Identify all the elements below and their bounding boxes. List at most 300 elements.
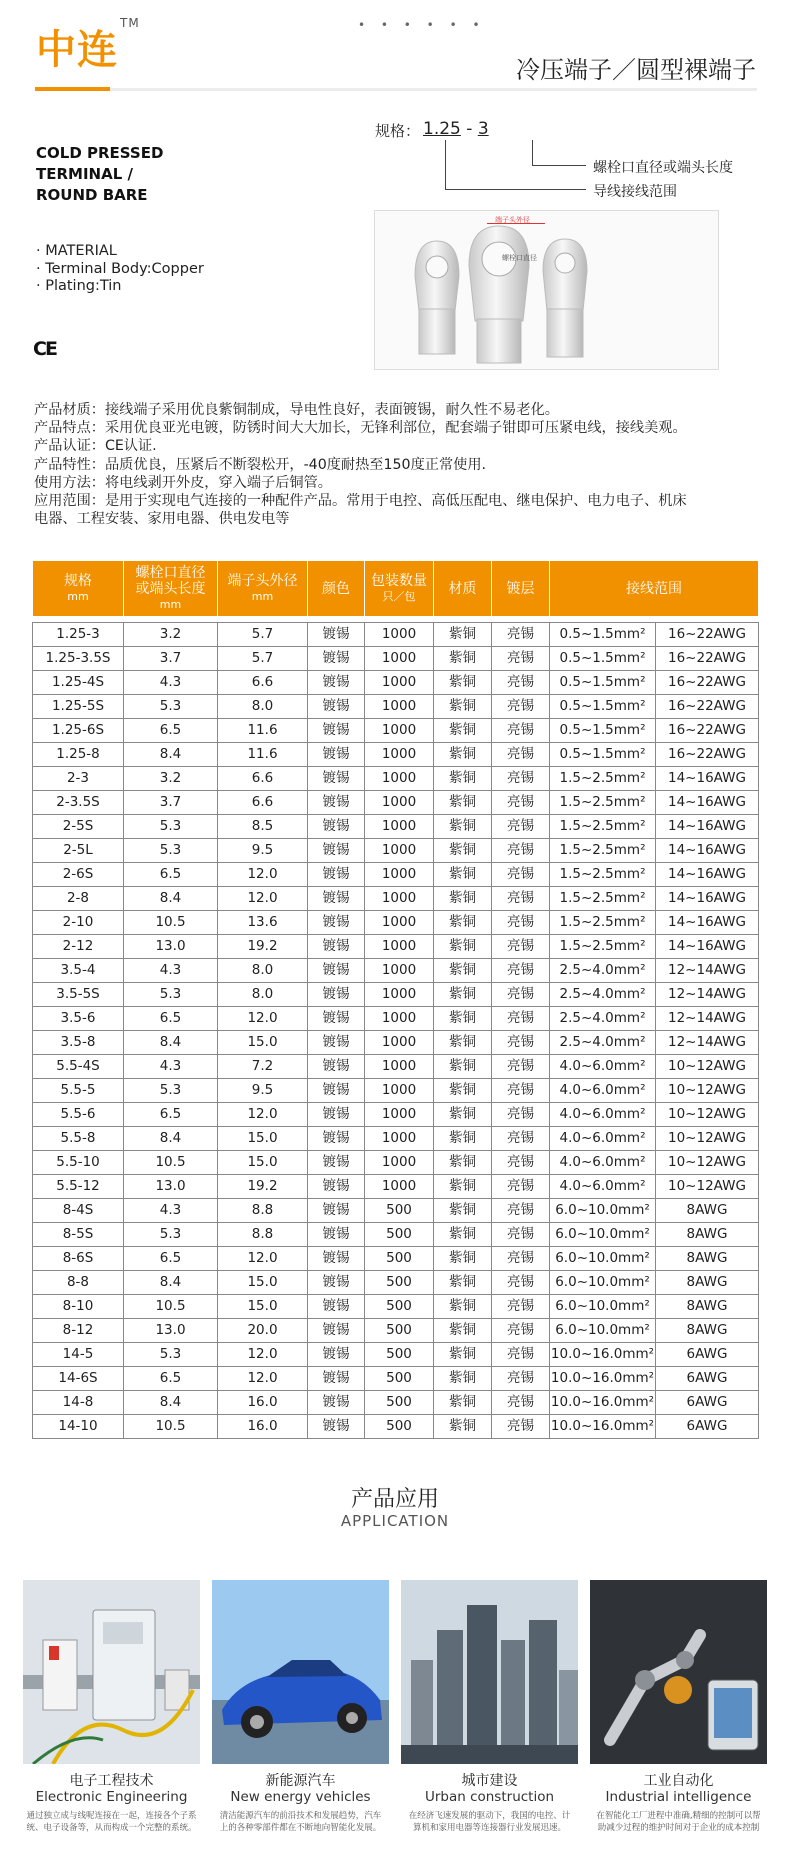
- table-cell: 紫铜: [434, 1415, 492, 1439]
- table-cell: 亮锡: [492, 743, 550, 767]
- table-cell: 紫铜: [434, 1247, 492, 1271]
- table-cell: 8.8: [218, 1199, 308, 1223]
- table-cell: 紫铜: [434, 1343, 492, 1367]
- table-cell: 2-5S: [33, 815, 124, 839]
- terminal-medium: [543, 239, 587, 357]
- table-cell: 8.0: [218, 959, 308, 983]
- table-cell: 10.5: [124, 1295, 218, 1319]
- table-cell: 8-4S: [33, 1199, 124, 1223]
- table-cell: 2.5~4.0mm²: [550, 1031, 656, 1055]
- table-cell: 14-8: [33, 1391, 124, 1415]
- table-cell: 10.0~16.0mm²: [550, 1367, 656, 1391]
- table-cell: 20.0: [218, 1319, 308, 1343]
- table-cell: 10.0~16.0mm²: [550, 1391, 656, 1415]
- table-cell: 1.25-3.5S: [33, 647, 124, 671]
- table-cell: 亮锡: [492, 935, 550, 959]
- table-cell: 紫铜: [434, 695, 492, 719]
- table-cell: 镀锡: [308, 719, 365, 743]
- table-row: [33, 791, 759, 815]
- table-cell: 镀锡: [308, 1127, 365, 1151]
- table-cell: 8.8: [218, 1223, 308, 1247]
- app-image-vehicles: [212, 1580, 389, 1764]
- spec-code-dash: -: [466, 119, 473, 139]
- desc-line: 应用范围：是用于实现电气连接的一种配件产品。常用于电控、高低压配电、继电保护、电力电子、机床: [34, 493, 687, 510]
- table-cell: 亮锡: [492, 815, 550, 839]
- table-cell: 紫铜: [434, 911, 492, 935]
- hole-label: 螺栓口直径: [502, 254, 537, 262]
- spec-code-a: 1.25: [423, 119, 461, 139]
- table-header-cell: [492, 561, 550, 617]
- table-row: [33, 1367, 759, 1391]
- table-row: [33, 1343, 759, 1367]
- header-line: 颜色: [322, 580, 350, 597]
- application-subtitle: APPLICATION: [340, 1512, 450, 1530]
- app-label-vehicles: 新能源汽车: [265, 1773, 336, 1789]
- table-cell: 4.0~6.0mm²: [550, 1055, 656, 1079]
- table-cell: 19.2: [218, 1175, 308, 1199]
- table-cell: 亮锡: [492, 1319, 550, 1343]
- table-cell: 12.0: [218, 1007, 308, 1031]
- table-cell: 10~12AWG: [656, 1055, 759, 1079]
- table-cell: 12~14AWG: [656, 983, 759, 1007]
- table-cell: 8.4: [124, 1127, 218, 1151]
- table-cell: 0.5~1.5mm²: [550, 695, 656, 719]
- table-cell: 1.25-4S: [33, 671, 124, 695]
- table-cell: 8.0: [218, 983, 308, 1007]
- leader-a-horizontal: [445, 189, 586, 190]
- table-cell: 1000: [365, 647, 434, 671]
- table-row: [33, 1031, 759, 1055]
- table-cell: 紫铜: [434, 959, 492, 983]
- header-line: 只／包: [382, 589, 416, 603]
- top-dots: • • • • • •: [358, 18, 486, 32]
- table-cell: 8AWG: [656, 1199, 759, 1223]
- header-divider: [35, 88, 757, 91]
- app-image-electronic: [23, 1580, 200, 1764]
- table-cell: 10.0~16.0mm²: [550, 1415, 656, 1439]
- table-cell: 紫铜: [434, 1175, 492, 1199]
- app-label-industrial-en: Industrial intelligence: [605, 1789, 752, 1805]
- app-desc-vehicles: [212, 1810, 389, 1834]
- english-title-line: ROUND BARE: [36, 186, 148, 204]
- table-cell: 1.5~2.5mm²: [550, 815, 656, 839]
- table-cell: 5.3: [124, 815, 218, 839]
- table-cell: 紫铜: [434, 1295, 492, 1319]
- desc-line: 产品特点：采用优良亚光电镀，防锈时间大大加长，无锋利部位，配套端子钳即可压紧电线，接线美观。: [34, 420, 687, 437]
- table-cell: 紫铜: [434, 935, 492, 959]
- table-cell: 16~22AWG: [656, 671, 759, 695]
- terminal-large: [469, 226, 529, 363]
- table-cell: 14~16AWG: [656, 767, 759, 791]
- table-cell: 6AWG: [656, 1391, 759, 1415]
- table-cell: 16~22AWG: [656, 647, 759, 671]
- table-cell: 亮锡: [492, 1271, 550, 1295]
- table-cell: 镀锡: [308, 911, 365, 935]
- table-cell: 8.5: [218, 815, 308, 839]
- table-cell: 镀锡: [308, 1175, 365, 1199]
- table-cell: 0.5~1.5mm²: [550, 671, 656, 695]
- table-cell: 1000: [365, 1151, 434, 1175]
- table-cell: 亮锡: [492, 911, 550, 935]
- table-cell: 8AWG: [656, 1247, 759, 1271]
- table-cell: 0.5~1.5mm²: [550, 623, 656, 647]
- table-cell: 亮锡: [492, 695, 550, 719]
- table-cell: 镀锡: [308, 1007, 365, 1031]
- table-cell: 8.4: [124, 1391, 218, 1415]
- table-cell: 6.5: [124, 1247, 218, 1271]
- table-cell: 1000: [365, 1175, 434, 1199]
- table-cell: 1.5~2.5mm²: [550, 935, 656, 959]
- table-cell: 10.5: [124, 911, 218, 935]
- table-cell: 8-10: [33, 1295, 124, 1319]
- application-title: 产品应用: [350, 1487, 439, 1512]
- table-cell: 紫铜: [434, 1103, 492, 1127]
- header-line: 端子头外径: [227, 572, 298, 589]
- table-header-cell: [550, 561, 759, 617]
- table-cell: 亮锡: [492, 671, 550, 695]
- table-cell: 16.0: [218, 1415, 308, 1439]
- terminal-illustration: [375, 211, 720, 371]
- table-cell: 10.5: [124, 1151, 218, 1175]
- table-cell: 紫铜: [434, 1127, 492, 1151]
- table-row: [33, 1151, 759, 1175]
- table-row: [33, 1079, 759, 1103]
- table-cell: 500: [365, 1199, 434, 1223]
- table-cell: 亮锡: [492, 767, 550, 791]
- table-cell: 镀锡: [308, 1415, 365, 1439]
- table-cell: 镀锡: [308, 1151, 365, 1175]
- table-cell: 镀锡: [308, 1271, 365, 1295]
- app-image-urban: [401, 1580, 578, 1764]
- app-label-industrial: 工业自动化: [643, 1773, 714, 1789]
- leader-b-vertical: [532, 140, 533, 166]
- table-cell: 14-10: [33, 1415, 124, 1439]
- table-cell: 紫铜: [434, 1151, 492, 1175]
- table-cell: 500: [365, 1271, 434, 1295]
- table-cell: 5.5-6: [33, 1103, 124, 1127]
- table-cell: 5.7: [218, 647, 308, 671]
- table-cell: 1000: [365, 743, 434, 767]
- header-line: 或端头长度: [135, 580, 206, 597]
- material-item: · Plating:Tin: [36, 278, 204, 296]
- note-wire-range: 导线接线范围: [593, 184, 677, 200]
- table-cell: 8AWG: [656, 1295, 759, 1319]
- table-cell: 11.6: [218, 743, 308, 767]
- table-cell: 6.6: [218, 671, 308, 695]
- table-cell: 镀锡: [308, 887, 365, 911]
- table-row: [33, 1199, 759, 1223]
- table-cell: 6.6: [218, 767, 308, 791]
- table-cell: 镀锡: [308, 839, 365, 863]
- table-row: [33, 695, 759, 719]
- table-cell: 5.7: [218, 623, 308, 647]
- table-row: [33, 911, 759, 935]
- table-cell: 亮锡: [492, 887, 550, 911]
- table-cell: 500: [365, 1391, 434, 1415]
- app-desc-line: 通过独立成与线呢连接在一起，连接各个子系: [26, 1811, 197, 1821]
- table-cell: 15.0: [218, 1271, 308, 1295]
- table-cell: 3.5-4: [33, 959, 124, 983]
- table-cell: 500: [365, 1415, 434, 1439]
- table-cell: 紫铜: [434, 1031, 492, 1055]
- table-cell: 1000: [365, 863, 434, 887]
- table-row: [33, 1391, 759, 1415]
- table-header-row: [33, 561, 759, 617]
- table-cell: 1000: [365, 695, 434, 719]
- table-cell: 紫铜: [434, 1079, 492, 1103]
- table-cell: 1000: [365, 911, 434, 935]
- table-cell: 6.5: [124, 1007, 218, 1031]
- spec-label: 规格：: [375, 122, 421, 140]
- note-bolt-diameter: 螺栓口直径或端头长度: [593, 160, 733, 176]
- table-cell: 4.0~6.0mm²: [550, 1079, 656, 1103]
- table-cell: 15.0: [218, 1151, 308, 1175]
- desc-line: 产品特性：品质优良，压紧后不断裂松开，-40度耐热至150度正常使用.: [34, 456, 487, 473]
- table-cell: 5.5-8: [33, 1127, 124, 1151]
- table-cell: 紫铜: [434, 671, 492, 695]
- table-row: [33, 1415, 759, 1439]
- trademark: TM: [120, 15, 140, 30]
- table-cell: 12.0: [218, 1343, 308, 1367]
- table-cell: 镀锡: [308, 815, 365, 839]
- table-cell: 紫铜: [434, 1055, 492, 1079]
- dimension-label: 端子头外径: [495, 216, 530, 224]
- table-cell: 8.4: [124, 887, 218, 911]
- table-cell: 14~16AWG: [656, 887, 759, 911]
- table-cell: 16~22AWG: [656, 623, 759, 647]
- desc-line: 产品材质：接线端子采用优良紫铜制成，导电性良好，表面镀锡，耐久性不易老化。: [34, 402, 559, 418]
- table-cell: 3.7: [124, 791, 218, 815]
- table-cell: 500: [365, 1295, 434, 1319]
- table-cell: 8-12: [33, 1319, 124, 1343]
- table-cell: 12.0: [218, 887, 308, 911]
- app-label-electronic: 电子工程技术: [69, 1773, 154, 1789]
- table-cell: 镀锡: [308, 959, 365, 983]
- material-item: · MATERIAL: [36, 243, 204, 261]
- table-cell: 8.4: [124, 1271, 218, 1295]
- ce-mark: CE: [33, 338, 56, 360]
- table-row: [33, 959, 759, 983]
- table-row: [33, 623, 759, 647]
- table-cell: 镀锡: [308, 983, 365, 1007]
- table-cell: 8-5S: [33, 1223, 124, 1247]
- table-cell: 5.5-10: [33, 1151, 124, 1175]
- table-cell: 亮锡: [492, 839, 550, 863]
- table-cell: 7.2: [218, 1055, 308, 1079]
- header-line: mm: [67, 589, 89, 603]
- table-cell: 亮锡: [492, 1223, 550, 1247]
- table-cell: 8-6S: [33, 1247, 124, 1271]
- table-cell: 镀锡: [308, 863, 365, 887]
- header-line: 接线范围: [626, 580, 682, 597]
- table-cell: 1.5~2.5mm²: [550, 767, 656, 791]
- table-cell: 10~12AWG: [656, 1175, 759, 1199]
- table-cell: 亮锡: [492, 1295, 550, 1319]
- table-cell: 2.5~4.0mm²: [550, 1007, 656, 1031]
- table-cell: 13.0: [124, 1175, 218, 1199]
- table-cell: 亮锡: [492, 983, 550, 1007]
- table-cell: 镀锡: [308, 935, 365, 959]
- table-cell: 15.0: [218, 1127, 308, 1151]
- table-cell: 14~16AWG: [656, 911, 759, 935]
- spec-code: [423, 119, 489, 139]
- app-label-vehicles-en: New energy vehicles: [230, 1789, 371, 1805]
- table-row: [33, 863, 759, 887]
- table-cell: 5.3: [124, 839, 218, 863]
- table-cell: 1000: [365, 887, 434, 911]
- table-header-cell: [434, 561, 492, 617]
- table-cell: 13.6: [218, 911, 308, 935]
- table-cell: 14-5: [33, 1343, 124, 1367]
- table-cell: 4.3: [124, 959, 218, 983]
- table-cell: 紫铜: [434, 863, 492, 887]
- table-cell: 2-3: [33, 767, 124, 791]
- table-cell: 5.3: [124, 695, 218, 719]
- table-cell: 1.25-8: [33, 743, 124, 767]
- table-cell: 镀锡: [308, 1199, 365, 1223]
- table-cell: 12.0: [218, 1367, 308, 1391]
- table-cell: 9.5: [218, 839, 308, 863]
- app-desc-line: 算机和家用电器等连接器行业发展迅速。: [412, 1823, 566, 1833]
- table-cell: 紫铜: [434, 887, 492, 911]
- material-item: · Terminal Body:Copper: [36, 261, 204, 279]
- table-cell: 亮锡: [492, 1247, 550, 1271]
- table-row: [33, 935, 759, 959]
- robot-illustration: [590, 1580, 767, 1764]
- table-cell: 13.0: [124, 1319, 218, 1343]
- vehicle-illustration: [212, 1580, 389, 1764]
- table-cell: 亮锡: [492, 863, 550, 887]
- table-cell: 1.5~2.5mm²: [550, 887, 656, 911]
- table-cell: 6AWG: [656, 1367, 759, 1391]
- table-cell: 9.5: [218, 1079, 308, 1103]
- table-row: [33, 671, 759, 695]
- table-header-cell: [308, 561, 365, 617]
- table-cell: 镀锡: [308, 767, 365, 791]
- table-cell: 1000: [365, 623, 434, 647]
- header-line: 螺栓口直径: [135, 564, 206, 581]
- app-desc-line: 上的各种零部件都在不断地向智能化发展。: [219, 1823, 382, 1833]
- table-cell: 4.3: [124, 671, 218, 695]
- table-cell: 3.2: [124, 767, 218, 791]
- table-cell: 6.0~10.0mm²: [550, 1247, 656, 1271]
- table-cell: 镀锡: [308, 1055, 365, 1079]
- app-label-urban-en: Urban construction: [424, 1789, 555, 1805]
- table-cell: 镀锡: [308, 1079, 365, 1103]
- table-cell: 4.3: [124, 1199, 218, 1223]
- table-cell: 亮锡: [492, 1031, 550, 1055]
- table-cell: 2-5L: [33, 839, 124, 863]
- table-cell: 16~22AWG: [656, 743, 759, 767]
- table-cell: 0.5~1.5mm²: [550, 743, 656, 767]
- table-cell: 10~12AWG: [656, 1079, 759, 1103]
- table-row: [33, 1175, 759, 1199]
- table-cell: 镀锡: [308, 1343, 365, 1367]
- table-row: [33, 1295, 759, 1319]
- table-cell: 500: [365, 1367, 434, 1391]
- table-cell: 亮锡: [492, 1367, 550, 1391]
- city-illustration: [401, 1580, 578, 1764]
- table-cell: 6.0~10.0mm²: [550, 1271, 656, 1295]
- table-cell: 5.3: [124, 1079, 218, 1103]
- table-cell: 6.0~10.0mm²: [550, 1199, 656, 1223]
- table-cell: 紫铜: [434, 1271, 492, 1295]
- table-cell: 镀锡: [308, 1319, 365, 1343]
- table-row: [33, 887, 759, 911]
- table-cell: 亮锡: [492, 1391, 550, 1415]
- table-cell: 2-10: [33, 911, 124, 935]
- table-body: [33, 617, 759, 1439]
- table-cell: 6.0~10.0mm²: [550, 1295, 656, 1319]
- app-desc-line: 助减少过程的维护时间对于企业的成本控制: [597, 1823, 760, 1833]
- table-cell: 12~14AWG: [656, 1007, 759, 1031]
- table-cell: 紫铜: [434, 983, 492, 1007]
- table-cell: 0.5~1.5mm²: [550, 647, 656, 671]
- table-row: [33, 815, 759, 839]
- table-cell: 6AWG: [656, 1415, 759, 1439]
- table-cell: 10.5: [124, 1415, 218, 1439]
- app-label-urban: 城市建设: [461, 1773, 518, 1789]
- table-cell: 紫铜: [434, 1367, 492, 1391]
- table-cell: 紫铜: [434, 647, 492, 671]
- table-row: [33, 1103, 759, 1127]
- table-cell: 8AWG: [656, 1223, 759, 1247]
- table-cell: 10~12AWG: [656, 1127, 759, 1151]
- table-cell: 紫铜: [434, 791, 492, 815]
- table-header-cell: [124, 561, 218, 617]
- table-cell: 亮锡: [492, 1007, 550, 1031]
- table-cell: 2-6S: [33, 863, 124, 887]
- table-cell: 8.4: [124, 743, 218, 767]
- table-cell: 1000: [365, 791, 434, 815]
- table-cell: 0.5~1.5mm²: [550, 719, 656, 743]
- table-cell: 5.5-4S: [33, 1055, 124, 1079]
- table-row: [33, 1223, 759, 1247]
- table-row: [33, 983, 759, 1007]
- table-cell: 6.5: [124, 863, 218, 887]
- table-cell: 1000: [365, 1055, 434, 1079]
- table-row: [33, 719, 759, 743]
- table-cell: 镀锡: [308, 647, 365, 671]
- table-cell: 14~16AWG: [656, 863, 759, 887]
- table-cell: 10~12AWG: [656, 1151, 759, 1175]
- app-label-electronic-en: Electronic Engineering: [35, 1789, 188, 1805]
- table-row: [33, 839, 759, 863]
- table-cell: 12.0: [218, 1103, 308, 1127]
- electronic-illustration: [23, 1580, 200, 1764]
- table-cell: 8-8: [33, 1271, 124, 1295]
- leader-b-horizontal: [532, 165, 586, 166]
- table-cell: 亮锡: [492, 1055, 550, 1079]
- table-cell: 1000: [365, 1031, 434, 1055]
- spec-code-b: 3: [477, 119, 489, 139]
- app-desc-line: 清洁能源汽车的前沿技术和发展趋势，汽车: [219, 1811, 382, 1821]
- english-title-line: COLD PRESSED: [36, 144, 164, 162]
- table-cell: 2-12: [33, 935, 124, 959]
- header-line: mm: [251, 589, 274, 603]
- table-cell: 1000: [365, 815, 434, 839]
- table-cell: 镀锡: [308, 791, 365, 815]
- table-cell: 12.0: [218, 1247, 308, 1271]
- table-cell: 2-8: [33, 887, 124, 911]
- table-cell: 14~16AWG: [656, 791, 759, 815]
- table-cell: 1000: [365, 839, 434, 863]
- table-cell: 1000: [365, 1007, 434, 1031]
- table-cell: 3.5-8: [33, 1031, 124, 1055]
- table-cell: 10~12AWG: [656, 1103, 759, 1127]
- table-cell: 镀锡: [308, 1391, 365, 1415]
- table-cell: 紫铜: [434, 1199, 492, 1223]
